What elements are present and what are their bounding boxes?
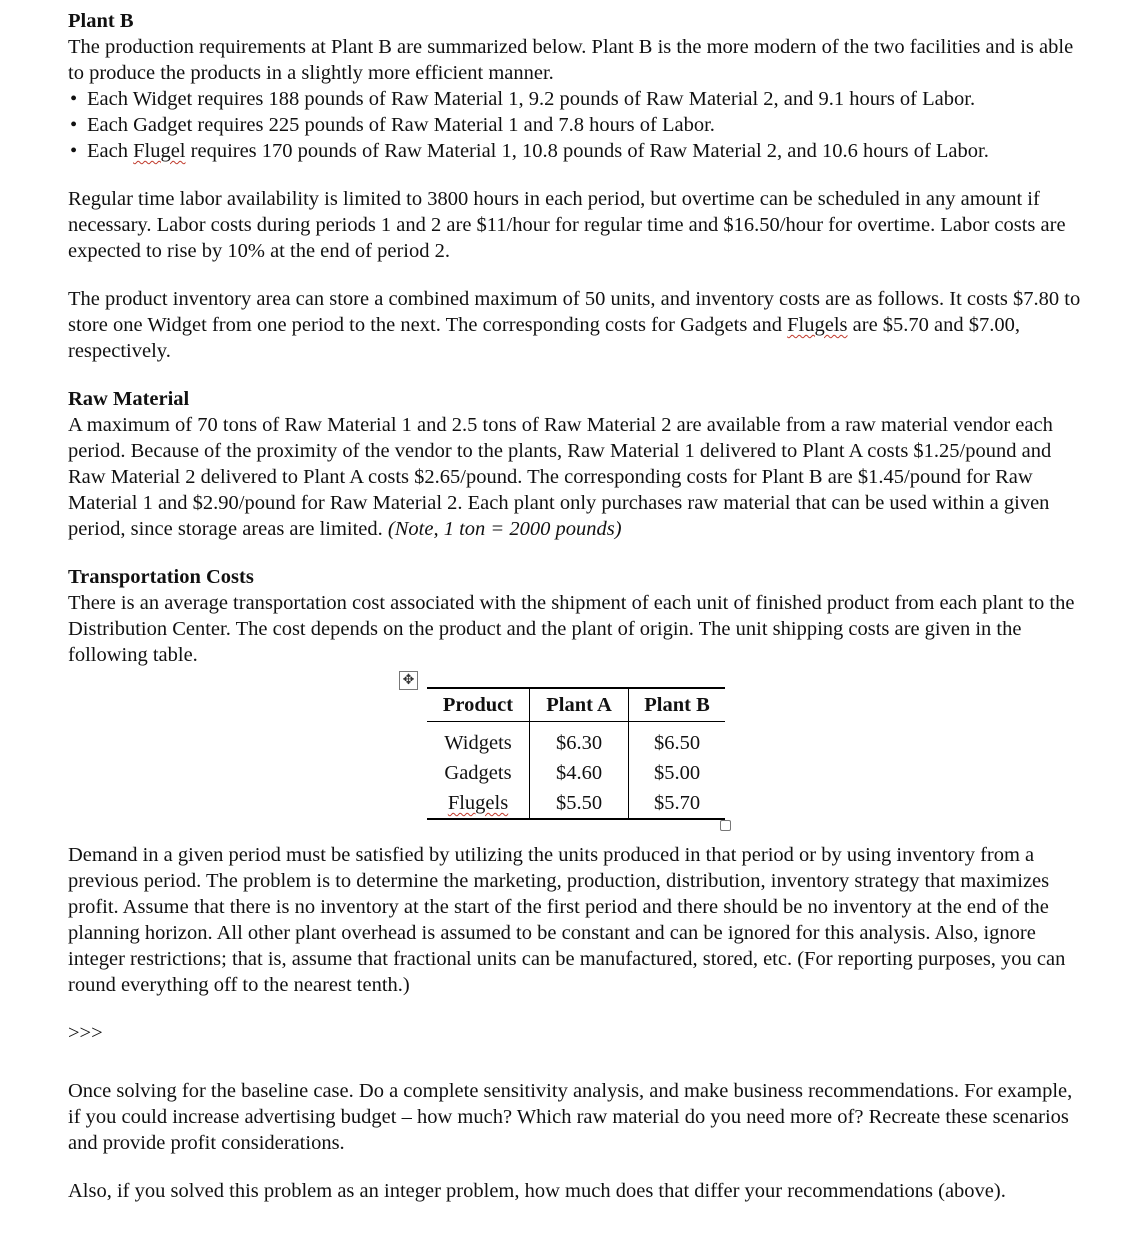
table-cell: $4.60: [530, 758, 629, 788]
inventory-paragraph: The product inventory area can store a combined maximum of 50 units, and inventory costs are as follows. It costs $7.80 to store one Widget from one period to the next. The corresponding costs for Gadgets and Flugels are $5.70 and $7.00, respectively.: [68, 288, 1081, 362]
table-cell: $5.70: [629, 788, 726, 819]
list-item: • Each Gadget requires 225 pounds of Raw Material 1 and 7.8 hours of Labor.: [68, 112, 1088, 138]
move-handle-icon[interactable]: ✥: [399, 671, 418, 690]
table-header-row: [427, 688, 725, 722]
table-cell: Widgets: [427, 722, 530, 759]
table-cell: Flugels: [427, 788, 530, 819]
list-item: • Each Widget requires 188 pounds of Raw Material 1, 9.2 pounds of Raw Material 2, and 9.1 hours of Labor.: [68, 86, 1088, 112]
marker-text: >>>: [68, 1022, 103, 1044]
shipping-table-container: [68, 668, 1088, 838]
table-cell: $5.00: [653, 762, 701, 784]
raw-material-paragraph: A maximum of 70 tons of Raw Material 1 and 2.5 tons of Raw Material 2 are available from a raw material vendor each period. Because of the proximity of the vendor to the plants, Raw Material 1 delivered to Plant A costs $1.25/pound and Raw Material 2 delivered to Plant A costs $2.65/pound. The corresponding costs for Plant B are $1.45/pound for Raw Material 1 and $2.90/pound for Raw Material 2. Each plant only purchases raw material that can be used within a given period, since storage areas are limited. (Note, 1 ton = 2000 pounds): [68, 414, 1053, 540]
column-header: Plant A: [530, 688, 629, 722]
raw-material-heading: Raw Material: [68, 388, 190, 410]
demand-paragraph: Demand in a given period must be satisfied by utilizing the units produced in that period or by using inventory from a previous period. The problem is to determine the marketing, production, distribution, inventory strategy that maximizes profit. Assume that there is no inventory at the start of the first period and there should be no inventory at the end of the planning horizon. All other plant overhead is assumed to be constant and can be ignored for this analysis. Also, ignore integer restrictions; that is, assume that fractional units can be manufactured, stored, etc. (For reporting purposes, you can round everything off to the nearest tenth.): [68, 844, 1066, 996]
plant-b-heading: Plant B: [68, 10, 134, 32]
column-header: Product: [427, 688, 530, 722]
ton-note: (Note, 1 ton = 2000 pounds): [387, 518, 622, 540]
table-cell: Gadgets: [427, 758, 530, 788]
table-row: [427, 788, 725, 819]
table-cell: $5.50: [530, 788, 629, 819]
requirements-list: [68, 86, 1088, 164]
table-cell: $6.30: [530, 722, 629, 759]
spellcheck-word[interactable]: Flugels: [787, 314, 848, 336]
list-item: • Each Flugel requires 170 pounds of Raw Material 1, 10.8 pounds of Raw Material 2, and 10.6 hours of Labor.: [68, 138, 1088, 164]
transportation-paragraph: There is an average transportation cost associated with the shipment of each unit of finished product from each plant to the Distribution Center. The cost depends on the product and the plant of origin. The unit shipping costs are given in the following table.: [68, 592, 1075, 666]
labor-paragraph: Regular time labor availability is limited to 3800 hours in each period, but overtime can be scheduled in any amount if necessary. Labor costs during periods 1 and 2 are $11/hour for regular time and $16.50/hour for overtime. Labor costs are expected to rise by 10% at the end of period 2.: [68, 188, 1066, 262]
shipping-cost-table: [427, 687, 725, 820]
sensitivity-paragraph: Once solving for the baseline case. Do a complete sensitivity analysis, and make business recommendations. For example, if you could increase advertising budget – how much? Which raw material do you need more of? Recreate these scenarios and provide profit considerations.: [68, 1080, 1073, 1154]
column-header: Plant B: [629, 688, 726, 722]
table-row: [427, 722, 725, 759]
spellcheck-word[interactable]: Flugel: [133, 140, 186, 162]
integer-paragraph: Also, if you solved this problem as an integer problem, how much does that differ your recommendations (above).: [68, 1180, 1006, 1202]
table-resize-handle[interactable]: [720, 820, 731, 831]
table-cell: $6.50: [653, 732, 701, 754]
table-row: [427, 758, 725, 788]
plant-b-intro: The production requirements at Plant B are summarized below. Plant B is the more modern of the two facilities and is able to produce the products in a slightly more efficient manner.: [68, 36, 1074, 84]
transportation-heading: Transportation Costs: [68, 566, 254, 588]
document-page: [68, 8, 1088, 1204]
